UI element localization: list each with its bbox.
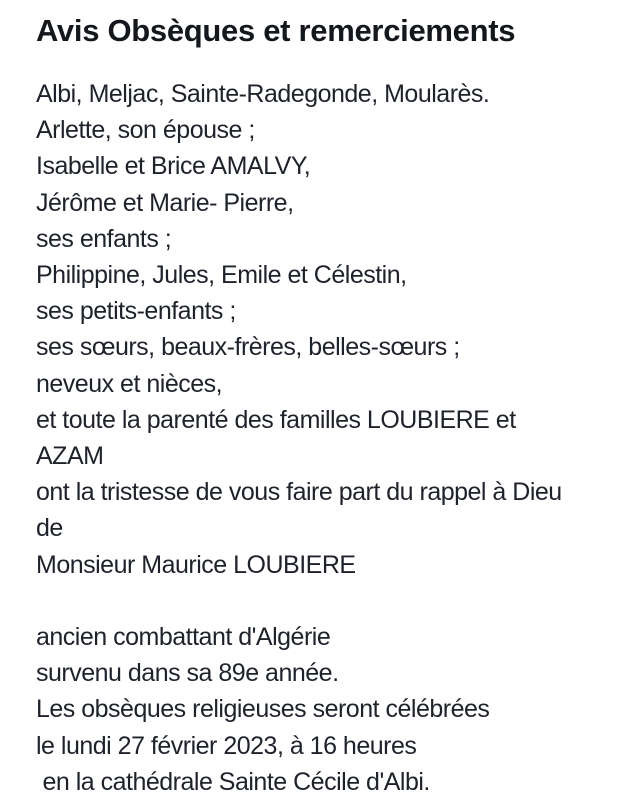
notice-title: Avis Obsèques et remerciements [36,13,516,48]
notice-line: ont la tristesse de vous faire part du rappel à Dieu [36,478,562,507]
notice-line: de [36,514,63,543]
notice-line: Les obsèques religieuses seront célébrées [36,695,490,724]
notice-line: Albi, Meljac, Sainte-Radegonde, Moularès. [36,80,490,108]
notice-line: le lundi 27 février 2023, à 16 heures [36,731,417,760]
notice-line: Philippine, Jules, Emile et Célestin, [36,261,407,290]
notice-line: en la cathédrale Sainte Cécile d'Albi. [36,767,430,796]
notice-line: et toute la parenté des familles LOUBIERE et [36,405,516,434]
notice-line: ancien combattant d'Algérie [36,623,331,652]
notice-line: AZAM [36,442,104,471]
notice-line: neveux et nièces, [36,369,223,398]
notice-line: ses sœurs, beaux-frères, belles-sœurs ; [36,333,460,362]
notice-line: Jérôme et Marie- Pierre, [36,188,294,217]
notice-line: ses enfants ; [36,224,172,253]
notice-line [36,583,619,619]
notice-line: survenu dans sa 89e année. [36,659,339,688]
notice-body [36,76,619,800]
notice-line: ses petits-enfants ; [36,297,236,326]
notice-line: Isabelle et Brice AMALVY, [36,152,311,181]
notice-line: Arlette, son épouse ; [36,116,255,145]
notice-line: Monsieur Maurice LOUBIERE [36,550,356,579]
